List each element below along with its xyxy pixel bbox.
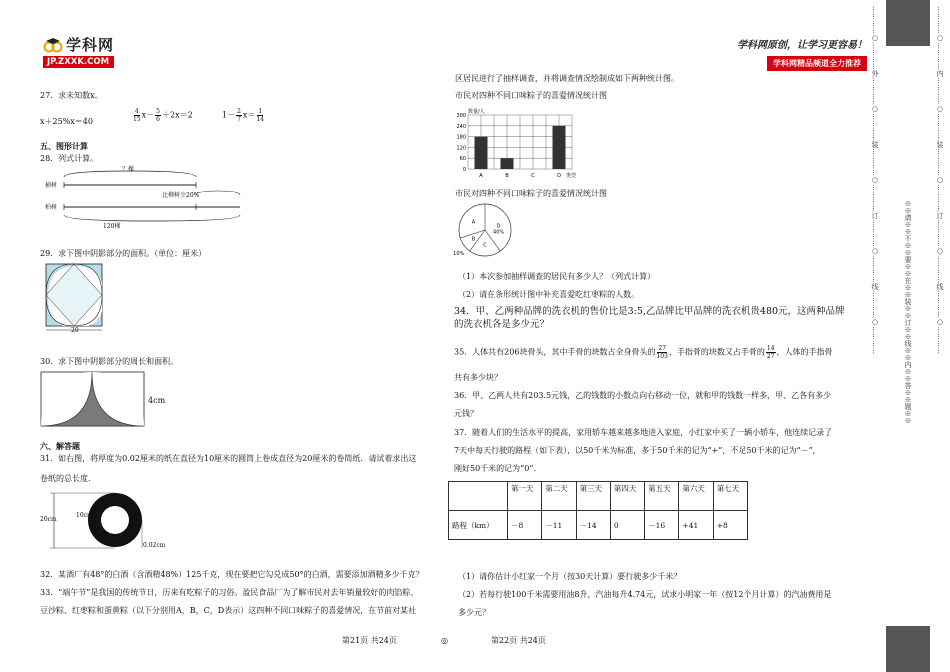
q33-line1: 33．“端午节”是我国的传统节日，历来有吃粽子的习俗。盈民食品厂为了解市民对去年销量较好的肉馅粽、 [40,588,419,597]
table-header-cell: 第一天 [508,482,542,511]
q28-label-bottom: 120棵 [103,223,121,230]
q33-sub1: （1）本次参加抽样调查的居民有多少人？（列式计算） [458,272,656,281]
bar-chart-title: 市民对四种不同口味粽子的喜爱情况统计图 [455,91,607,100]
q28-diagram [40,165,240,231]
q28-label-row1: 桶树 [45,182,58,189]
q29-figure [44,262,104,334]
q35-line2: 共有多少块？ [454,373,502,382]
table-header-cell: 第三天 [576,482,610,511]
pie-label-D: D [496,223,501,230]
q36-line1: 36．甲、乙两人共有203.5元钱，乙的钱数的小数点向右移动一位，就和甲的钱数一样多，甲、乙各有多少 [454,391,832,400]
q30-dim: 4cm [148,396,166,405]
table-header-row [449,482,748,511]
bar-A [475,137,488,169]
logo-url: JP.ZXXK.COM [43,56,114,68]
q32-text: 32．某酒厂有48°的白酒（含酒精48%）125千克，现在要把它勾兑成50°的白酒，需要添加酒精多少千克？ [40,570,424,579]
bar-D [553,126,566,169]
q31-dim-inner: 10cm [76,512,93,519]
q37-sub1: （1）请你估计小红家一个月（按30天计算）要行驶多少千米？ [458,572,682,581]
x-tick-label: C [531,173,535,179]
brand-block [737,36,867,71]
table-header-cell: 第七天 [713,482,747,511]
pie-label-A: A [471,219,476,226]
q33-line2: 豆沙粽、红枣粽和蛋黄粽（以下分别用A，B，C，D表示）这四种不同口味粽子的喜爱情况，在节前对某社 [40,606,417,615]
table-cell: +8 [713,511,747,540]
q31-dim-thickness: 0.02cm [143,542,166,549]
binding-warning-text: ※※请※※不※※要※※在※※装※※订※※线※※内※※答※※题※※ [904,200,912,424]
table-header-cell: 第二天 [542,482,576,511]
q28-label-top: ？棵 [122,166,135,173]
q37-line3: 刚好50千米的记为“0”. [454,464,536,473]
binding-strip-middle [886,0,930,672]
q28-text: 28．列式计算。 [40,154,99,163]
table-header-cell: 第六天 [679,482,713,511]
corner-block-bottom [886,626,930,672]
logo-icon [43,37,63,53]
brand-badge: 学科网精品频道全力推荐 [767,56,867,71]
table-cell: +41 [679,511,713,540]
pie-chart-title: 市民对四种不同口味粽子的喜爱情况统计图 [455,189,607,198]
q37-sub2-line2: 多少元？ [458,608,490,617]
table-cell: －11 [542,511,576,540]
table-cell: －14 [576,511,610,540]
pie-percent-B: 10% [453,251,465,258]
y-tick-label: 300 [456,113,466,119]
binding-strip-inner-text: …………○…………内…………○…………装…………○…………订…………○…………线…………○………… [936,6,944,354]
footer-separator: ◎ [441,636,448,645]
q31-dim-outer: 20cm [40,516,57,523]
table-row-label: 路程（km） [449,511,508,540]
mileage-table [448,481,748,540]
logo-text: 学科网 [66,36,115,54]
pie-percent-D: 40% [493,229,505,236]
q37-line1: 37．随着人们的生活水平的提高，家用轿车越来越多地进入家庭，小红家中买了一辆小轿车，他连续记录了 [454,428,833,437]
corner-block-top [886,0,930,46]
q33-sub2: （2）请在条形统计图中补充喜爱吃红枣粽的人数。 [458,290,640,299]
x-axis-label: 类型 [566,173,577,179]
x-tick-label: B [505,173,509,179]
logo [43,34,114,68]
q36-line2: 元钱？ [454,409,478,418]
q27-eq1: x＋25%x＝40 [40,117,93,126]
y-tick-label: 240 [456,123,466,130]
table-row [449,511,748,540]
q29-dim: 20 [71,327,79,334]
pie-label-C: C [483,242,487,249]
footer-page-left: 第21页 共24页 [342,636,397,645]
binding-strip-outer [862,0,886,672]
section-five-heading: 五、图形计算 [40,141,88,151]
bar-B [501,158,514,169]
y-tick-label: 180 [456,134,466,141]
q27-eq3: 1－ $\frac{2}{7}$ x＝ $\frac{1}{14}$ [222,108,265,123]
bar-chart [452,103,582,183]
brand-slogan: 学科网原创，让学习更容易！ [737,40,867,51]
table-cell: －16 [645,511,679,540]
q30-text: 30．求下图中阴影部分的周长和面积。 [40,357,179,366]
y-tick-label: 120 [456,145,466,152]
q34-text: 34．甲、乙两种品牌的洗衣机的售价比是3:5,乙品牌比甲品牌的洗衣机贵480元，这两种品牌的洗衣机各是多少元？ [454,306,845,330]
q35-line1: 35．人体共有206块骨头，其中手骨的块数占全身骨头的 $\frac{27}{103}$ ，手指骨的块数又占手骨的 $\frac{14}{27}$ ，人体的手指骨 [454,345,833,360]
table-header-cell [449,482,508,511]
y-tick-label: 0 [462,167,466,173]
pie-label-B: B [471,236,476,243]
q37-sub2-line1: （2）若每行驶100千米需要用油8升，汽油每升4.74元，试求小明家一年（按12个月计算）的汽油费用是 [458,590,832,599]
x-tick-label: D [557,173,561,179]
binding-strip-inner [930,0,950,672]
q33-continued: 区居民进行了抽样调查，并将调查情况绘制成如下两种统计图。 [455,74,679,83]
table-cell: 0 [610,511,644,540]
q28-label-row2: 柏树 [45,204,58,211]
table-header-cell: 第五天 [645,482,679,511]
table-header-cell: 第四天 [610,482,644,511]
binding-strip-outer-text: …………○…………外…………○…………装…………○…………订…………○…………线…………○………… [871,6,879,354]
q27-text: 27．求未知数x。 [40,91,103,100]
footer-page-right: 第22页 共24页 [491,636,546,645]
q37-line2: 7天中每天行驶的路程（如下表），以50千米为标准，多于50千米的记为“+”，不足50千米的记为“－”， [454,446,821,455]
q31-line1: 31．如右图，将厚度为0.02厘米的纸在直径为10厘米的圆筒上卷成直径为20厘米的卷筒纸．请试着求出这 [40,454,417,463]
q29-text: 29．求下图中阴影部分的面积。（单位：厘米） [40,249,207,258]
y-axis-label: 数量/人 [468,109,485,115]
q28-label-note: 比柳树少20% [162,192,200,199]
x-tick-label: A [479,173,483,179]
pie-chart [455,200,525,260]
q31-line2: 卷纸的总长度． [40,474,96,483]
q27-eq2: $\frac{4}{15}$ x－ $\frac{5}{6}$ ＋2x＝2 [133,108,193,123]
q30-figure [40,371,145,428]
y-tick-label: 60 [459,156,466,163]
section-six-heading: 六、解答题 [40,441,80,451]
table-cell: －8 [508,511,542,540]
